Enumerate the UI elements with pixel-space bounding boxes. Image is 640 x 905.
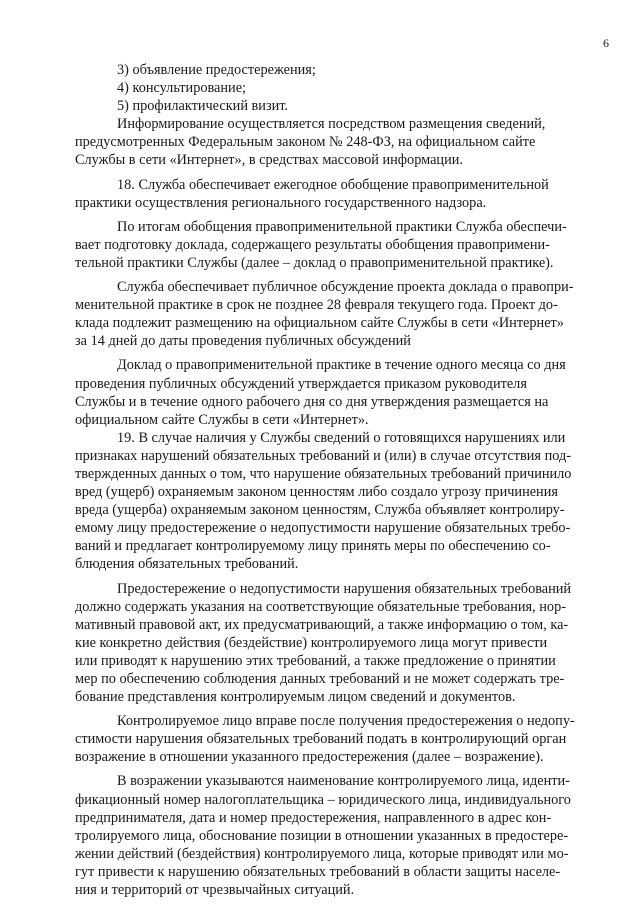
- paragraph-objection-right: Контролируемое лицо вправе после получения предостережения о недопу- стимости нарушения обязательных требований подать в контролирующий орган возражение в отношении указанного предостережения (далее – возражение).: [75, 713, 575, 766]
- list-item-warning: 3) объявление предостережения;: [117, 62, 316, 78]
- paragraph-18-generalization: 18. Служба обеспечивает ежегодное обобщение правоприменительной практики осуществления регионального государственного надзора.: [75, 176, 549, 211]
- paragraph-report-preparation: По итогам обобщения правоприменительной практики Служба обеспечи- вает подготовку доклада, содержащего результаты обобщения правопримени- тельной практики Службы (далее – доклад о правоприменительной практике).: [75, 218, 567, 271]
- list-item-preventive-visit: 5) профилактический визит.: [117, 98, 288, 115]
- list-item-consulting: 4) консультирование;: [117, 80, 247, 97]
- paragraph-report-approval: Доклад о правоприменительной практике в течение одного месяца со дня проведения публичных обсуждений утверждается приказом руководителя Службы и в течение одного рабочего дня со дня утверждения размещается на официальном сайте Службы в сети «Интернет».: [75, 357, 566, 428]
- document-body: [75, 61, 609, 899]
- paragraph-warning-content: Предостережение о недопустимости нарушения обязательных требований должно содержать указания на соответствующие обязательные требования, нор- мативный правовой акт, их предусматривающий, а также информацию о том, ка- кие конкретно действия (бездействие) контролируемого лица могут привести или приводят к нарушению этих требований, а также предложение о принятии мер по обеспечению соблюдения данных требований и не может содержать тре- бование представления контролируемым лицом сведений и документов.: [75, 580, 572, 706]
- paragraph-objection-content: В возражении указываются наименование контролируемого лица, иденти- фикационный номер налогоплательщика – юридического лица, индивидуального предпринимателя, дата и номер предостережения, направленного в адрес кон- тролируемого лица, обоснование позиции в отношении указанных в предостере- жении действий (бездействия) контролируемого лица, которые приводят или мо- гут привести к нарушению обязательных требований в области защиты населе- ния и территорий от чрезвычайных ситуаций.: [75, 773, 571, 899]
- paragraph-19-warning: 19. В случае наличия у Службы сведений о готовящихся нарушениях или признаках нарушений обязательных требований и (или) в случае отсутствия под- твержденных данных о том, что нарушение обязательных требований причинило вред (ущерб) охраняемым законом ценностям либо создало угрозу причинения вреда (ущерба) охраняемым законом ценностям, Служба объявляет контролиру- емому лицу предостережение о недопустимости нарушение обязательных требо- ваний и предлагает контролируемому лицу принять меры по обеспечению со- блюдения обязательных требований.: [75, 429, 572, 573]
- paragraph-public-discussion: Служба обеспечивает публичное обсуждение проекта доклада о правопри- менительной практике в срок не позднее 28 февраля текущего года. Проект до- клада подлежит размещению на официальном сайте Службы в сети «Интернет» за 14 дней до даты проведения публичных обсуждений: [75, 279, 574, 350]
- page-number: 6: [603, 36, 609, 50]
- paragraph-informing: Информирование осуществляется посредством размещения сведений, предусмотренных Федеральным законом № 248-ФЗ, на официальном сайте Службы в сети «Интернет», в средствах массовой информации.: [75, 116, 546, 169]
